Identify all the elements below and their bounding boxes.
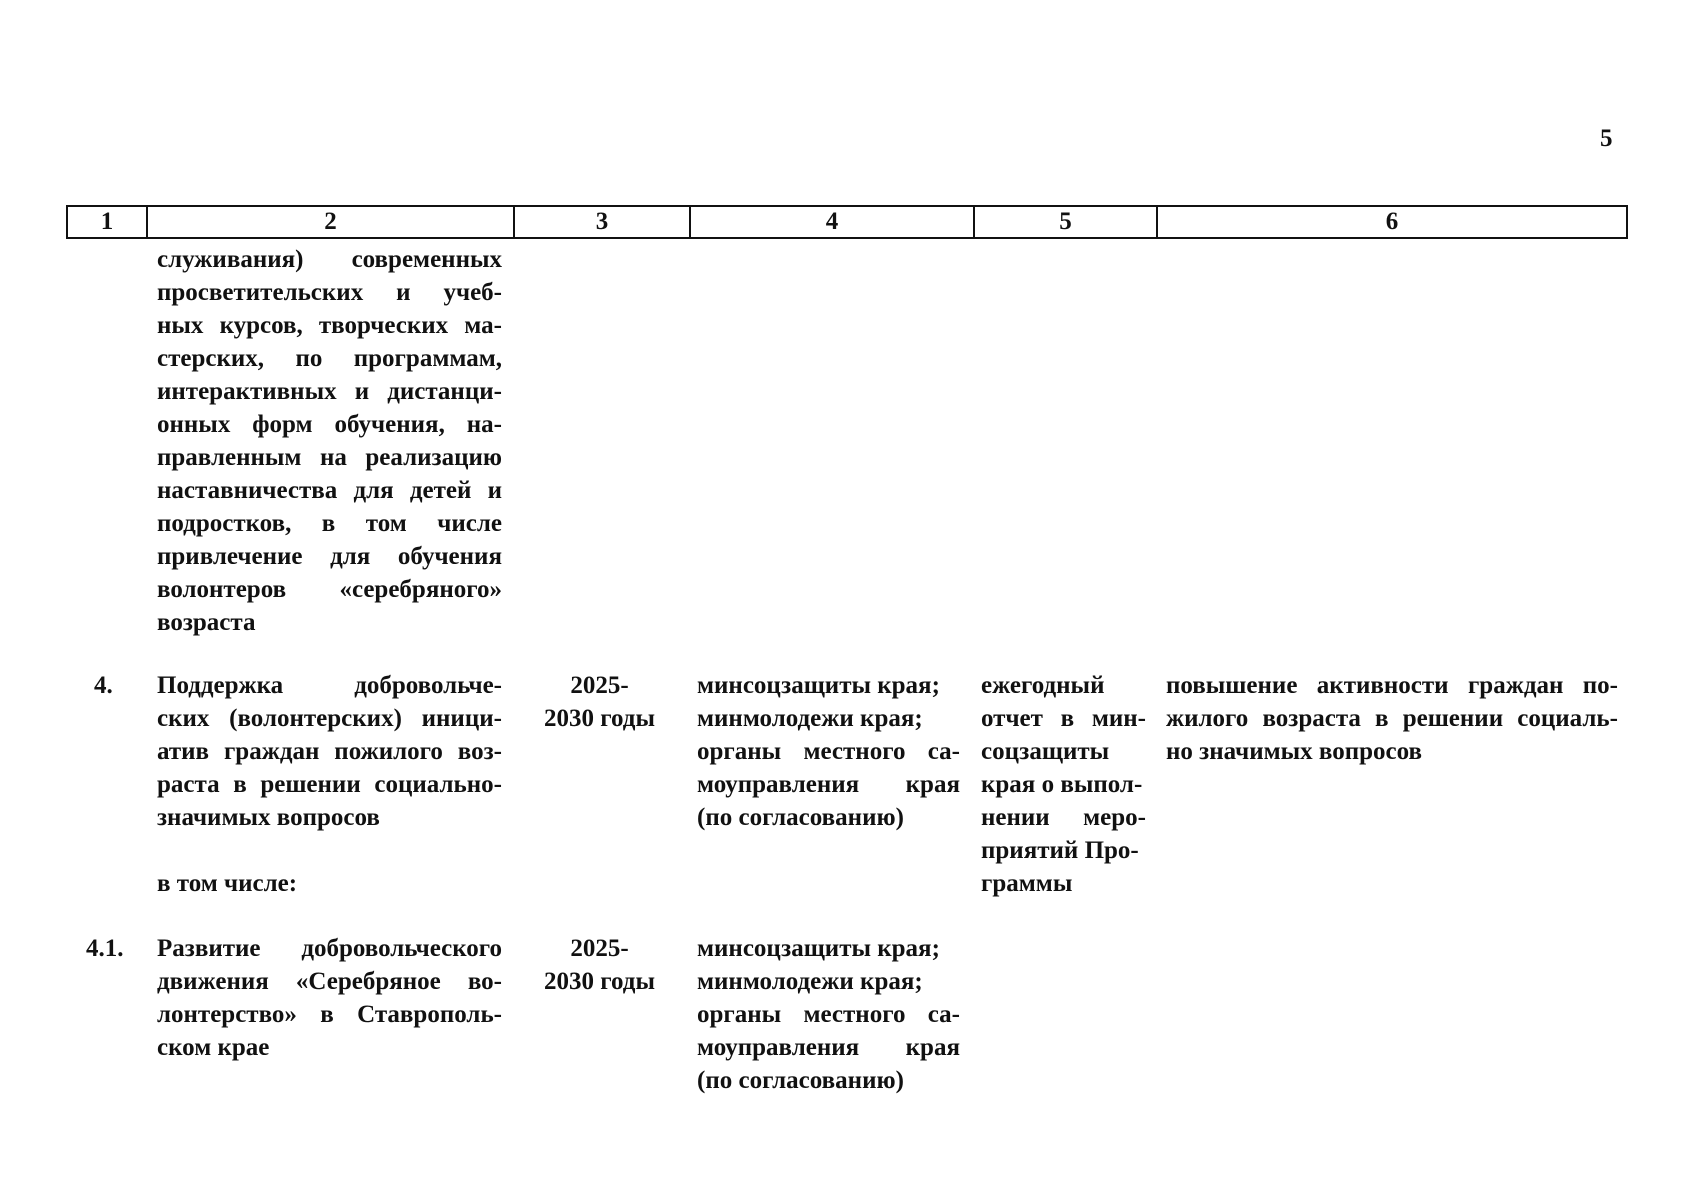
line: 2030 годы	[544, 705, 655, 732]
line: моуправления края	[697, 771, 960, 798]
line: повышение активности граждан по-	[1166, 672, 1618, 699]
line: отчет в мин-	[981, 705, 1146, 732]
row-number: 4.1.	[86, 935, 124, 962]
line: стерских, по программам,	[157, 345, 502, 372]
line: лонтерство» в Ставрополь-	[157, 1001, 502, 1028]
line: (по согласованию)	[697, 804, 904, 831]
row-period	[527, 669, 672, 735]
header-col-3: 3	[514, 206, 690, 238]
row-result	[1166, 669, 1618, 768]
line: жилого возраста в решении социаль-	[1166, 705, 1618, 732]
row-reporting	[981, 669, 1146, 900]
header-col-1: 1	[67, 206, 147, 238]
line: значимых вопросов	[157, 804, 380, 831]
line: волонтеров «серебряного»	[157, 576, 502, 603]
line: приятий Про-	[981, 837, 1139, 864]
line: Поддержка добровольче-	[157, 672, 502, 699]
row-executors	[697, 669, 960, 834]
line: (по согласованию)	[697, 1067, 904, 1094]
header-col-2: 2	[147, 206, 514, 238]
line: моуправления края	[697, 1034, 960, 1061]
continuation-description	[157, 243, 502, 639]
line: интерактивных и дистанци-	[157, 378, 502, 405]
line: правленным на реализацию	[157, 444, 502, 471]
line: минмолодежи края;	[697, 705, 923, 732]
page-number: 5	[1600, 125, 1613, 152]
line: онных форм обучения, на-	[157, 411, 502, 438]
column-number-header	[66, 205, 1628, 239]
line: минмолодежи края;	[697, 968, 923, 995]
row-number: 4.	[94, 672, 113, 699]
line: подростков, в том числе	[157, 510, 502, 537]
line: ском крае	[157, 1034, 270, 1061]
row-period	[527, 932, 672, 998]
line: 2025-	[570, 935, 629, 962]
line: органы местного са-	[697, 738, 960, 765]
line: но значимых вопросов	[1166, 738, 1423, 765]
line: Развитие добровольческого	[157, 935, 502, 962]
header-col-4: 4	[690, 206, 974, 238]
line: служивания) современных	[157, 246, 502, 273]
line: ных курсов, творческих ма-	[157, 312, 502, 339]
row-description	[157, 932, 502, 1064]
line: просветительских и учеб-	[157, 279, 502, 306]
header-col-6: 6	[1157, 206, 1627, 238]
line: нении меро-	[981, 804, 1146, 831]
line: минсоцзащиты края;	[697, 935, 940, 962]
line: атив граждан пожилого воз-	[157, 738, 502, 765]
line: движения «Серебряное во-	[157, 968, 502, 995]
line: ежегодный	[981, 672, 1105, 699]
row-executors	[697, 932, 960, 1097]
line: 2025-	[570, 672, 629, 699]
line: 2030 годы	[544, 968, 655, 995]
line: ских (волонтерских) иници-	[157, 705, 502, 732]
line: органы местного са-	[697, 1001, 960, 1028]
header-col-5: 5	[974, 206, 1157, 238]
row-description	[157, 669, 502, 900]
line: граммы	[981, 870, 1073, 897]
line: соцзащиты	[981, 738, 1110, 765]
line: раста в решении социально-	[157, 771, 502, 798]
line: наставничества для детей и	[157, 477, 502, 504]
line: минсоцзащиты края;	[697, 672, 940, 699]
description-note: в том числе:	[157, 870, 298, 897]
line: возраста	[157, 609, 256, 636]
line: края о выпол-	[981, 771, 1143, 798]
line: привлечение для обучения	[157, 543, 502, 570]
